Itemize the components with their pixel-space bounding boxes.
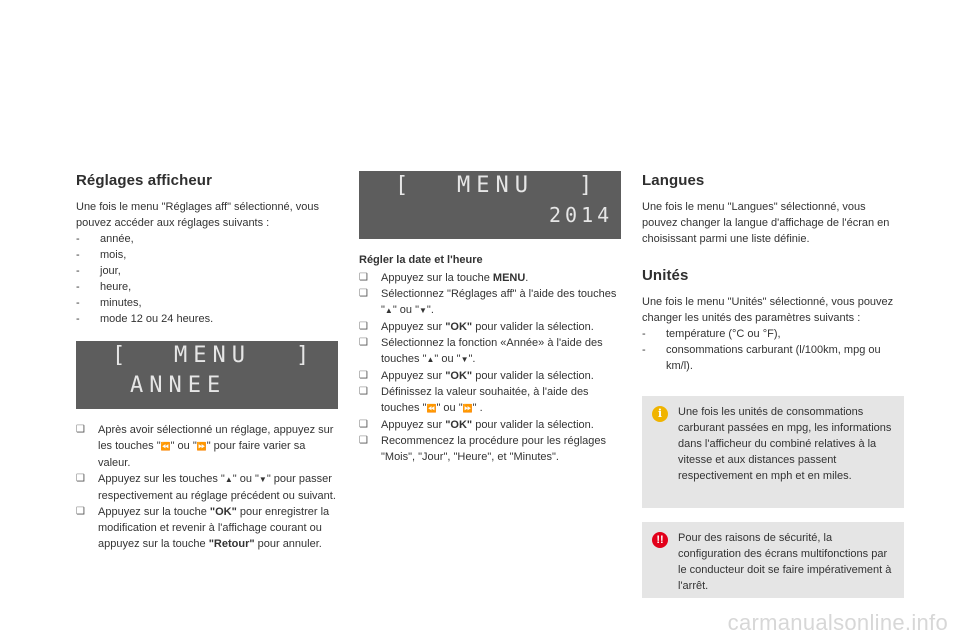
step-item: ❑ Appuyez sur les touches "▲" ou "▼" pour passer respectivement au réglage précédent ou suivant. (76, 473, 336, 502)
units-text: Une fois le menu "Unités" sélectionné, vous pouvez changer les unités des paramètres suivants : (642, 296, 894, 324)
info-note (642, 396, 904, 508)
step-marker-icon: ❑ (76, 424, 85, 435)
date-time-subtitle: Régler la date et l'heure (359, 254, 483, 266)
list-item: - heure, (76, 279, 338, 295)
warning-icon: !! (652, 532, 668, 548)
lcd-display-year (359, 171, 621, 239)
step-item: ❑ Après avoir sélectionné un réglage, appuyez sur les touches "⏪" ou "⏩" pour faire varier sa valeur. (76, 424, 334, 469)
lcd-menu-text: MENU (174, 343, 251, 368)
section-title-languages: Langues (642, 172, 705, 189)
step-item: ❑ Appuyez sur "OK" pour valider la sélection. (359, 370, 594, 382)
list-item: - mois, (76, 247, 338, 263)
list-item: - minutes, (76, 295, 338, 311)
step-item: ❑ Recommencez la procédure pour les réglages "Mois", "Jour", "Heure", et "Minutes". (359, 435, 607, 463)
date-time-procedure (359, 252, 621, 465)
step-item: ❑ Sélectionnez la fonction «Année» à l'aide des touches "▲" ou "▼". (359, 337, 603, 365)
arrow-down-icon: ▼ (460, 355, 469, 364)
watermark: carmanualsonline.info (727, 610, 948, 635)
step-item: ❑ Appuyez sur la touche MENU. (359, 272, 529, 284)
arrow-up-icon: ▲ (384, 306, 393, 315)
step-item: ❑ Appuyez sur "OK" pour valider la sélection. (359, 419, 594, 431)
step-item: ❑ Sélectionnez "Réglages aff" à l'aide des touches "▲" ou "▼". (359, 288, 617, 316)
arrow-up-icon: ▲ (224, 475, 233, 484)
warning-note (642, 522, 904, 598)
arrow-up-icon: ▲ (426, 355, 435, 364)
lcd-bracket-left: [ (112, 343, 132, 368)
arrow-down-icon: ▼ (258, 475, 267, 484)
section-title-units: Unités (642, 267, 689, 284)
arrow-down-icon: ▼ (419, 306, 427, 315)
warning-note-text: Pour des raisons de sécurité, la configuration des écrans multifonctions par le conducteur doit se faire impérativement à l'arrêt. (678, 532, 892, 592)
step-marker-icon: ❑ (359, 435, 368, 446)
step-marker-icon: ❑ (359, 419, 368, 430)
display-settings-list (76, 231, 338, 327)
lcd-bracket-right: ] (296, 343, 316, 368)
step-item: ❑ Appuyez sur "OK" pour valider la sélection. (359, 321, 594, 333)
column-display-settings (76, 172, 338, 327)
list-item: - année, (76, 231, 338, 247)
step-item: ❑ Appuyez sur la touche "OK" pour enregistrer la modification et revenir à l'affichage courant ou appuyez sur la touche "Retour" pour annuler. (76, 506, 330, 550)
step-marker-icon: ❑ (359, 272, 368, 283)
column-languages-units (642, 172, 904, 374)
forward-icon: ⏩ (196, 442, 207, 451)
lcd-bracket-left: [ (395, 173, 415, 198)
list-item: - jour, (76, 263, 338, 279)
step-marker-icon: ❑ (359, 386, 368, 397)
languages-text: Une fois le menu "Langues" sélectionné, vous pouvez changer la langue d'affichage de l'écran en choisissant parmi une liste définie. (642, 201, 890, 245)
list-item: - consommations carburant (l/100km, mpg ou km/l). (642, 342, 904, 374)
info-icon: i (652, 406, 668, 422)
forward-icon: ⏩ (462, 404, 473, 413)
display-settings-intro: Une fois le menu "Réglages aff" sélectionné, vous pouvez accéder aux réglages suivants : (76, 201, 320, 229)
display-settings-steps (76, 422, 338, 552)
lcd-menu-text: MENU (457, 173, 534, 198)
step-marker-icon: ❑ (76, 506, 85, 517)
list-item: - température (°C ou °F), (642, 326, 904, 342)
step-marker-icon: ❑ (76, 473, 85, 484)
lcd-year-text: 2014 (549, 203, 614, 227)
rewind-icon: ⏪ (426, 404, 437, 413)
section-title-display-settings: Réglages afficheur (76, 172, 213, 189)
rewind-icon: ⏪ (160, 442, 171, 451)
step-item: ❑ Définissez la valeur souhaitée, à l'aide des touches "⏪" ou "⏩" . (359, 386, 589, 414)
lcd-value-text: ANNEE (130, 373, 227, 398)
lcd-display-annee (76, 341, 338, 409)
info-note-text: Une fois les unités de consommations carburant passées en mpg, les informations dans l'afficheur du combiné relatives à la vitesse et aux distances passent respectivement en mph et en miles. (678, 406, 892, 482)
step-marker-icon: ❑ (359, 288, 368, 299)
step-marker-icon: ❑ (359, 370, 368, 381)
step-marker-icon: ❑ (359, 321, 368, 332)
units-list (642, 326, 904, 374)
lcd-bracket-right: ] (579, 173, 599, 198)
list-item: - mode 12 ou 24 heures. (76, 311, 338, 327)
step-marker-icon: ❑ (359, 337, 368, 348)
